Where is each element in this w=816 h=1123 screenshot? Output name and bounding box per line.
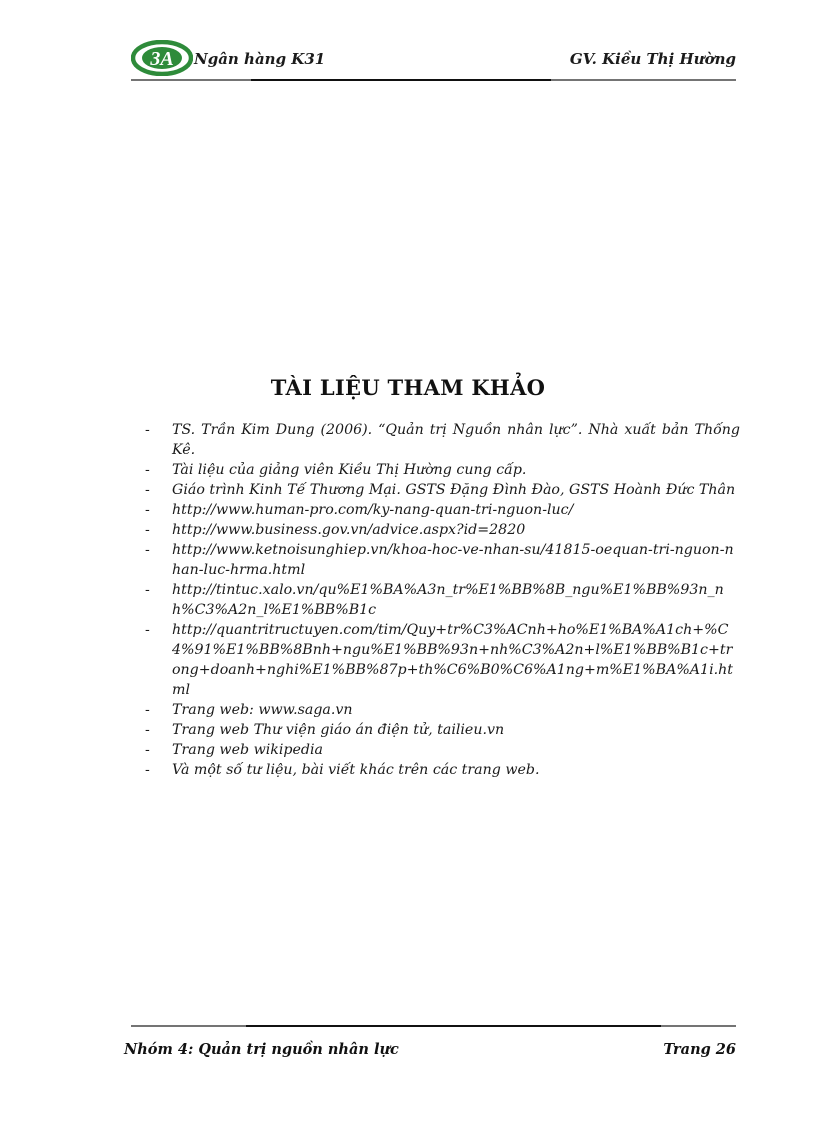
reference-text: Giáo trình Kinh Tế Thương Mại. GSTS Đặng Đình Đào, GSTS Hoành Đức Thân [172, 482, 736, 498]
list-marker: - [145, 462, 150, 478]
page-footer [124, 1022, 736, 1062]
list-item [145, 420, 740, 460]
reference-text: Trang web wikipedia [172, 742, 323, 758]
reference-link[interactable]: http://tintuc.xalo.vn/qu%E1%BA%A3n_tr%E1%BB%8B_ngu%E1%BB%93n_nh%C3%A2n_l%E1%BB%B1c [172, 582, 724, 618]
list-item [145, 460, 740, 480]
reference-text: TS. Trần Kim Dung (2006). “Quản trị Nguồn nhân lực”. Nhà xuất bản Thống Kê. [172, 422, 740, 458]
list-marker: - [145, 482, 150, 498]
list-item [145, 580, 740, 620]
list-item [145, 700, 740, 720]
list-marker: - [145, 722, 150, 738]
list-item [145, 500, 740, 520]
logo-text: 3A [150, 48, 174, 70]
page-header [131, 36, 736, 82]
list-marker: - [145, 762, 150, 778]
reference-text: Tài liệu của giảng viên Kiều Thị Hường cung cấp. [172, 462, 527, 478]
bank-logo-icon [131, 40, 193, 76]
list-item [145, 480, 740, 500]
list-marker: - [145, 742, 150, 758]
list-marker: - [145, 702, 150, 718]
header-left-text: Ngân hàng K31 [194, 50, 326, 68]
footer-left-text: Nhóm 4: Quản trị nguồn nhân lực [124, 1041, 399, 1058]
page-number: Trang 26 [663, 1041, 736, 1058]
list-marker: - [145, 502, 150, 518]
reference-link[interactable]: http://quantritructuyen.com/tim/Quy+tr%C3%ACnh+ho%E1%BA%A1ch+%C4%91%E1%BB%8Bnh+ngu%E1%BB%93n+nh%C3%A2n+l%E1%BB%B1c+trong+doanh+nghi%E1%BB%87p+th%C6%B0%C6%A1ng+m%E1%BA%A1i.html [172, 622, 733, 698]
list-marker: - [145, 622, 150, 638]
reference-list [145, 420, 740, 780]
list-item [145, 540, 740, 580]
list-item [145, 620, 740, 700]
reference-text: Trang web: www.saga.vn [172, 702, 353, 718]
list-item [145, 720, 740, 740]
list-item [145, 760, 740, 780]
page-title: TÀI LIỆU THAM KHẢO [270, 375, 546, 400]
reference-link[interactable]: http://www.business.gov.vn/advice.aspx?id=2820 [172, 522, 526, 538]
reference-link[interactable]: http://www.human-pro.com/ky-nang-quan-tri-nguon-luc/ [172, 502, 574, 518]
list-marker: - [145, 582, 150, 598]
list-marker: - [145, 522, 150, 538]
list-item [145, 740, 740, 760]
header-right-text: GV. Kiều Thị Hường [569, 50, 736, 68]
header-divider [131, 79, 736, 81]
list-marker: - [145, 422, 150, 438]
footer-divider [131, 1025, 736, 1027]
reference-text: Và một số tư liệu, bài viết khác trên các trang web. [172, 762, 540, 778]
list-marker: - [145, 542, 150, 558]
list-item [145, 520, 740, 540]
reference-text: Trang web Thư viện giáo án điện tử, tailieu.vn [172, 722, 505, 738]
reference-link[interactable]: http://www.ketnoisunghiep.vn/khoa-hoc-ve-nhan-su/41815-oequan-tri-nguon-nhan-luc-hrma.html [172, 542, 734, 578]
